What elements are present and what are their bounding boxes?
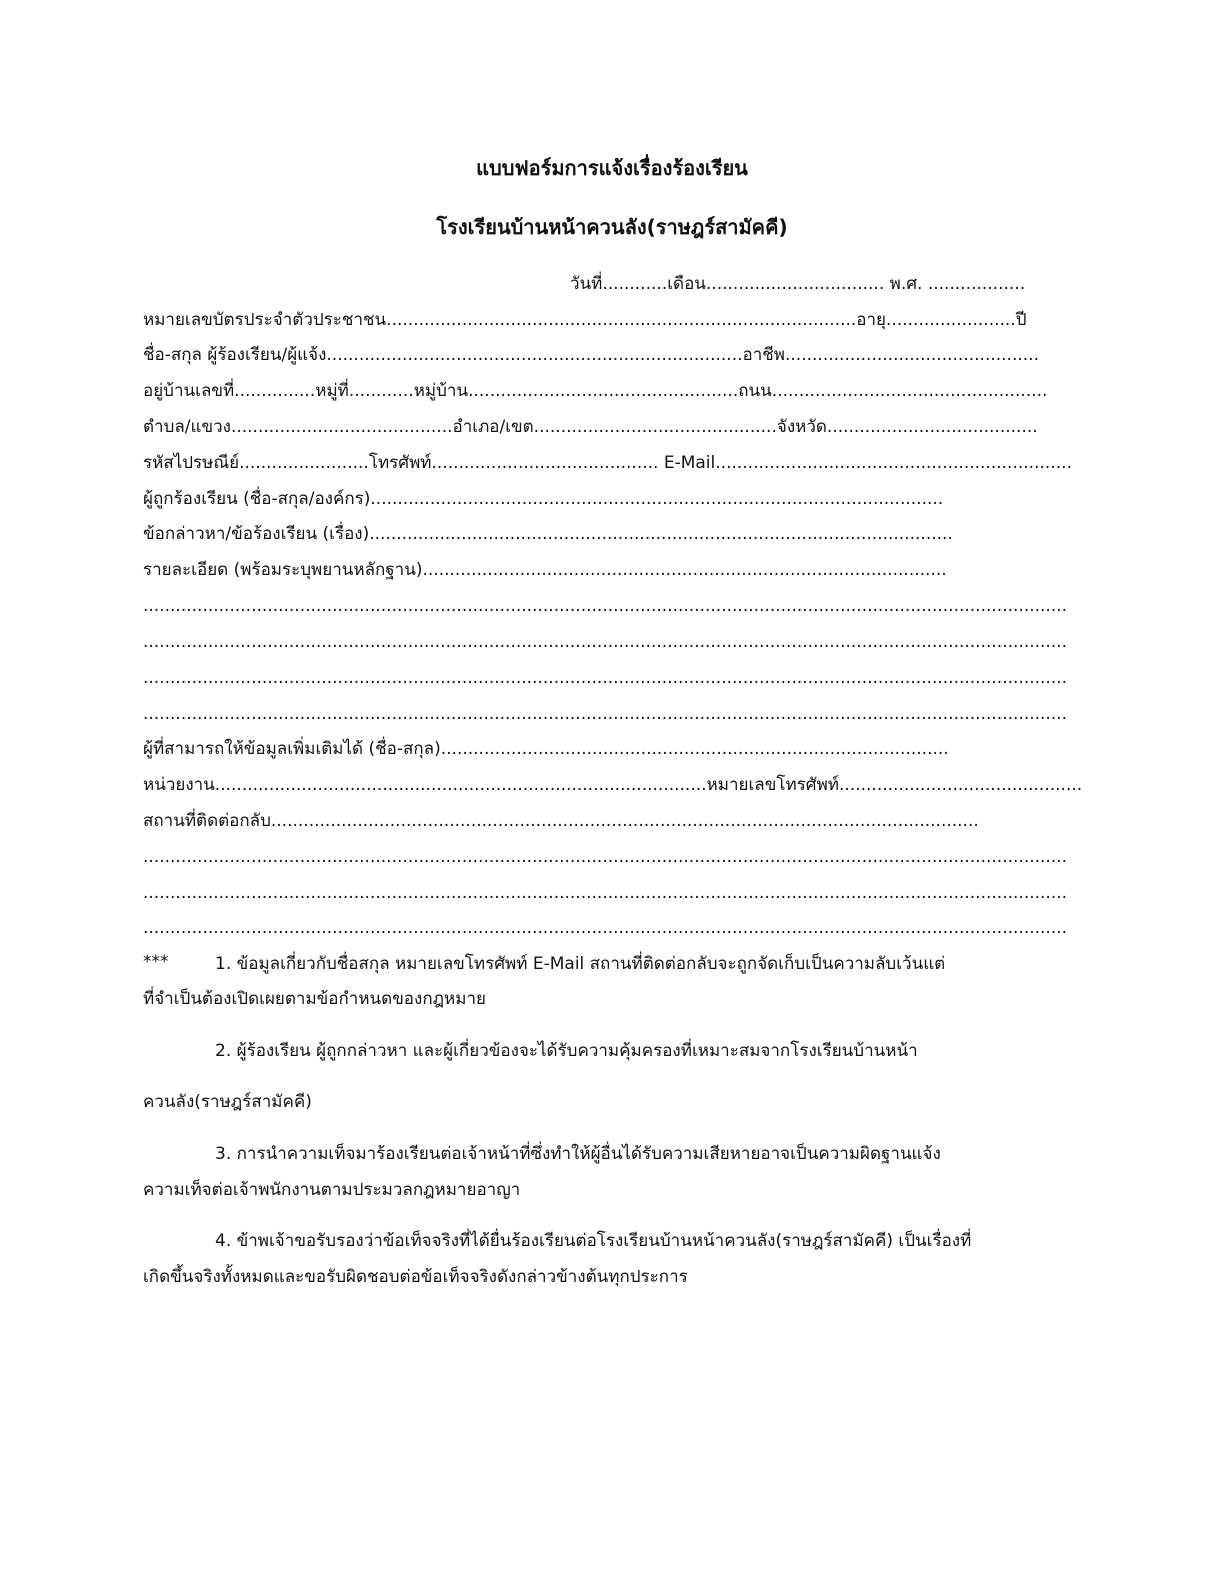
note-4-first-line: 4. ข้าพเจ้าขอรับรองว่าข้อเท็จจริงที่ได้ยื่นร้องเรียนต่อโรงเรียนบ้านหน้าควนลัง(ราษฎร์สามัคคี) เป็นเรื่องที่ <box>215 1231 972 1251</box>
note-2-first-line: 2. ผู้ร้องเรียน ผู้ถูกกล่าวหา และผู้เกี่ยวข้องจะได้รับความคุ้มครองที่เหมาะสมจากโรงเรียนบ้านหน้า <box>215 1041 918 1061</box>
note-3-second-line: ความเท็จต่อเจ้าพนักงานตามประมวลกฎหมายอาญา <box>143 1180 521 1200</box>
blank-line: ........................................................................................................................................................................... <box>143 704 1068 724</box>
blank-line: ........................................................................................................................................................................... <box>143 668 1068 688</box>
id-card-line: หมายเลขบัตรประจำตัวประชาชน.......................................................................................อายุ........................ปี <box>143 310 1027 330</box>
note-1-second-line: ที่จำเป็นต้องเปิดเผยตามข้อกำหนดของกฎหมาย <box>143 989 486 1009</box>
subdistrict-line: ตำบล/แขวง.........................................อำเภอ/เขต.............................................จังหวัด....................................... <box>143 417 1038 437</box>
note-1-first-line: 1. ข้อมูลเกี่ยวกับชื่อสกุล หมายเลขโทรศัพท์ E-Mail สถานที่ติดต่อกลับจะถูกจัดเก็บเป็นความลับเว้นแต่ <box>215 954 946 974</box>
note-3-first-line: 3. การนำความเท็จมาร้องเรียนต่อเจ้าหน้าที่ซึ่งทำให้ผู้อื่นได้รับความเสียหายอาจเป็นความผิดฐานแจ้ง <box>215 1144 941 1164</box>
note-4-second-line: เกิดขึ้นจริงทั้งหมดและขอรับผิดชอบต่อข้อเท็จจริงดังกล่าวข้างต้นทุกประการ <box>143 1267 688 1287</box>
allegation-line: ข้อกล่าวหา/ข้อร้องเรียน (เรื่อง)............................................................................................................ <box>143 524 953 544</box>
postal-phone-email-line: รหัสไปรษณีย์........................โทรศัพท์.......................................... E-Mail.................................................................. <box>143 453 1072 473</box>
complainant-name-line: ชื่อ-สกุล ผู้ร้องเรียน/ผู้แจ้ง.............................................................................อาชีพ............................................... <box>143 345 1039 365</box>
blank-line: ........................................................................................................................................................................... <box>143 918 1068 938</box>
form-title: แบบฟอร์มการแจ้งเรื่องร้องเรียน <box>476 156 748 180</box>
contact-person-line: ผู้ที่สามารถให้ข้อมูลเพิ่มเติมได้ (ชื่อ-สกุล).............................................................................................. <box>143 739 949 759</box>
address-line: อยู่บ้านเลขที่...............หมู่ที่............หมู่บ้าน..................................................ถนน................................................... <box>143 381 1048 401</box>
note-2-second-line: ควนลัง(ราษฎร์สามัคคี) <box>143 1092 312 1112</box>
school-name: โรงเรียนบ้านหน้าควนลัง(ราษฎร์สามัคคี) <box>436 215 788 239</box>
date-line: วันที่............เดือน................................. พ.ศ. .................. <box>570 274 1026 294</box>
respondent-line: ผู้ถูกร้องเรียน (ชื่อ-สกุล/องค์กร).......................................................................................................... <box>143 489 944 509</box>
detail-line: รายละเอียด (พร้อมระบุพยานหลักฐาน)................................................................................................. <box>143 560 947 580</box>
blank-line: ........................................................................................................................................................................... <box>143 847 1068 867</box>
notes-marker: *** <box>143 952 169 972</box>
blank-line: ........................................................................................................................................................................... <box>143 596 1068 616</box>
blank-line: ........................................................................................................................................................................... <box>143 883 1068 903</box>
agency-phone-line: หน่วยงาน...........................................................................................หมายเลขโทรศัพท์............................................. <box>143 775 1083 795</box>
contact-place-line: สถานที่ติดต่อกลับ................................................................................................................................... <box>143 811 979 831</box>
blank-line: ........................................................................................................................................................................... <box>143 632 1068 652</box>
